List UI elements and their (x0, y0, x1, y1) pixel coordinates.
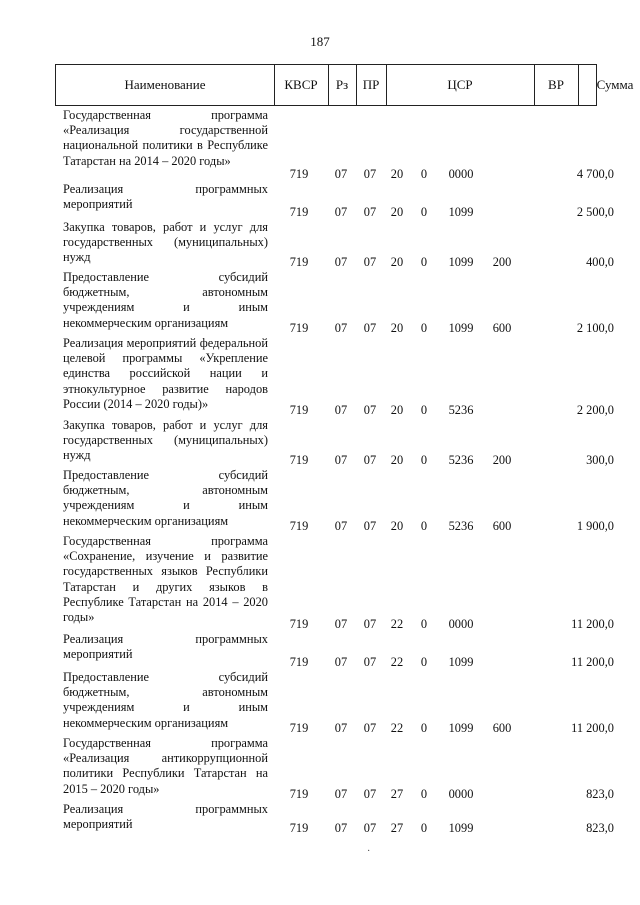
row-vr: 600 (492, 721, 512, 735)
row-name: Реализация мероприятий федеральной целевой программы «Укрепление единства российской нации и этнокультурное развитие народов России (2014 – 2020 годы)» (63, 336, 268, 411)
row-csr1: 22 (390, 617, 404, 631)
row-csr3: 0000 (448, 787, 474, 801)
row-kvsr: 719 (289, 617, 309, 631)
row-vr: 600 (492, 321, 512, 335)
row-name: Предоставление субсидий бюджетным, автономным учреждениям и иным некоммерческим организациям (63, 468, 268, 528)
row-name: Реализация программных мероприятий (63, 182, 268, 212)
row-pr: 07 (363, 617, 377, 631)
row-csr3: 5236 (448, 403, 474, 417)
header-csr: ЦСР (386, 65, 535, 105)
row-csr2: 0 (420, 321, 428, 335)
row-amount: 2 200,0 (576, 403, 614, 417)
row-rz: 07 (334, 453, 348, 467)
row-kvsr: 719 (289, 403, 309, 417)
table-row (0, 534, 640, 632)
row-pr: 07 (363, 167, 377, 181)
row-amount: 823,0 (586, 821, 614, 835)
row-pr: 07 (363, 205, 377, 219)
row-rz: 07 (334, 403, 348, 417)
table-row (0, 108, 640, 182)
table-body (0, 108, 640, 836)
row-csr2: 0 (420, 255, 428, 269)
row-csr2: 0 (420, 453, 428, 467)
row-vr (482, 821, 522, 836)
header-kvsr: КВСР (274, 65, 329, 105)
row-kvsr: 719 (289, 255, 309, 269)
row-rz: 07 (334, 205, 348, 219)
row-pr: 07 (363, 787, 377, 801)
row-vr: 600 (492, 519, 512, 533)
row-csr2: 0 (420, 787, 428, 801)
row-vr: 200 (492, 255, 512, 269)
row-pr: 07 (363, 655, 377, 669)
row-name: Государственная программа «Реализация государственной национальной политики в Республике Татарстан на 2014 – 2020 годы» (63, 108, 268, 168)
row-rz: 07 (334, 617, 348, 631)
table-row (0, 418, 640, 468)
header-pr: ПР (356, 65, 387, 105)
row-csr3: 1099 (448, 721, 474, 735)
row-csr1: 20 (390, 167, 404, 181)
row-name: Государственная программа «Сохранение, изучение и развитие государственных языков Республики Татарстан и других языков в Республике Татарстан на 2014 – 2020 годы» (63, 534, 268, 625)
row-rz: 07 (334, 787, 348, 801)
row-csr1: 20 (390, 205, 404, 219)
row-amount: 11 200,0 (571, 617, 614, 631)
row-csr1: 27 (390, 787, 404, 801)
row-csr2: 0 (420, 655, 428, 669)
header-name: Наименование (56, 65, 275, 105)
header-rz: Рз (328, 65, 357, 105)
row-pr: 07 (363, 453, 377, 467)
table-row (0, 220, 640, 270)
row-csr2: 0 (420, 205, 428, 219)
row-csr1: 27 (390, 821, 404, 835)
row-csr3: 1099 (448, 205, 474, 219)
row-rz: 07 (334, 167, 348, 181)
row-csr2: 0 (420, 167, 428, 181)
row-csr3: 5236 (448, 519, 474, 533)
row-amount: 823,0 (586, 787, 614, 801)
row-csr3: 1099 (448, 821, 474, 835)
row-name: Закупка товаров, работ и услуг для государственных (муниципальных) нужд (63, 418, 268, 463)
row-kvsr: 719 (289, 519, 309, 533)
row-amount: 2 100,0 (576, 321, 614, 335)
row-name: Реализация программных мероприятий (63, 632, 268, 662)
row-name: Предоставление субсидий бюджетным, автономным учреждениям и иным некоммерческим организациям (63, 670, 268, 730)
row-csr3: 0000 (448, 617, 474, 631)
table-row (0, 336, 640, 418)
table-row (0, 632, 640, 670)
row-amount: 2 500,0 (576, 205, 614, 219)
row-rz: 07 (334, 655, 348, 669)
header-vr: ВР (534, 65, 579, 105)
row-vr (482, 617, 522, 632)
row-vr (482, 167, 522, 182)
table-row (0, 736, 640, 802)
row-csr1: 20 (390, 519, 404, 533)
row-rz: 07 (334, 721, 348, 735)
row-amount: 11 200,0 (571, 721, 614, 735)
row-csr1: 20 (390, 255, 404, 269)
row-pr: 07 (363, 255, 377, 269)
row-kvsr: 719 (289, 655, 309, 669)
row-name: Государственная программа «Реализация антикоррупционной политики Республики Татарстан на 2015 – 2020 годы» (63, 736, 268, 796)
row-amount: 11 200,0 (571, 655, 614, 669)
row-amount: 1 900,0 (576, 519, 614, 533)
row-vr (482, 205, 522, 220)
row-rz: 07 (334, 321, 348, 335)
row-csr1: 20 (390, 453, 404, 467)
table-row (0, 802, 640, 836)
row-name: Реализация программных мероприятий (63, 802, 268, 832)
row-pr: 07 (363, 519, 377, 533)
row-csr1: 20 (390, 403, 404, 417)
row-csr1: 20 (390, 321, 404, 335)
row-kvsr: 719 (289, 205, 309, 219)
row-csr3: 1099 (448, 321, 474, 335)
row-name: Предоставление субсидий бюджетным, автономным учреждениям и иным некоммерческим организациям (63, 270, 268, 330)
row-kvsr: 719 (289, 821, 309, 835)
table-row (0, 468, 640, 534)
table-row (0, 182, 640, 220)
row-csr1: 22 (390, 655, 404, 669)
row-kvsr: 719 (289, 321, 309, 335)
row-csr1: 22 (390, 721, 404, 735)
row-vr: 200 (492, 453, 512, 467)
row-csr2: 0 (420, 403, 428, 417)
row-vr (482, 787, 522, 802)
row-kvsr: 719 (289, 167, 309, 181)
row-amount: 400,0 (586, 255, 614, 269)
row-csr3: 1099 (448, 255, 474, 269)
row-rz: 07 (334, 519, 348, 533)
row-kvsr: 719 (289, 453, 309, 467)
row-kvsr: 719 (289, 721, 309, 735)
table-header (55, 64, 634, 106)
row-csr2: 0 (420, 617, 428, 631)
row-csr3: 5236 (448, 453, 474, 467)
row-pr: 07 (363, 821, 377, 835)
row-vr (482, 655, 522, 670)
table-row (0, 270, 640, 336)
scan-dot: · (367, 846, 371, 857)
page-number: 187 (310, 34, 330, 49)
row-csr2: 0 (420, 519, 428, 533)
row-rz: 07 (334, 255, 348, 269)
row-kvsr: 719 (289, 787, 309, 801)
row-amount: 300,0 (586, 453, 614, 467)
row-pr: 07 (363, 321, 377, 335)
row-pr: 07 (363, 403, 377, 417)
table-row (0, 670, 640, 736)
row-amount: 4 700,0 (576, 167, 614, 181)
row-csr2: 0 (420, 721, 428, 735)
row-pr: 07 (363, 721, 377, 735)
row-csr2: 0 (420, 821, 428, 835)
row-vr (482, 403, 522, 418)
row-rz: 07 (334, 821, 348, 835)
header-sum: Сумма (596, 77, 634, 92)
row-csr3: 0000 (448, 167, 474, 181)
row-name: Закупка товаров, работ и услуг для государственных (муниципальных) нужд (63, 220, 268, 265)
row-csr3: 1099 (448, 655, 474, 669)
